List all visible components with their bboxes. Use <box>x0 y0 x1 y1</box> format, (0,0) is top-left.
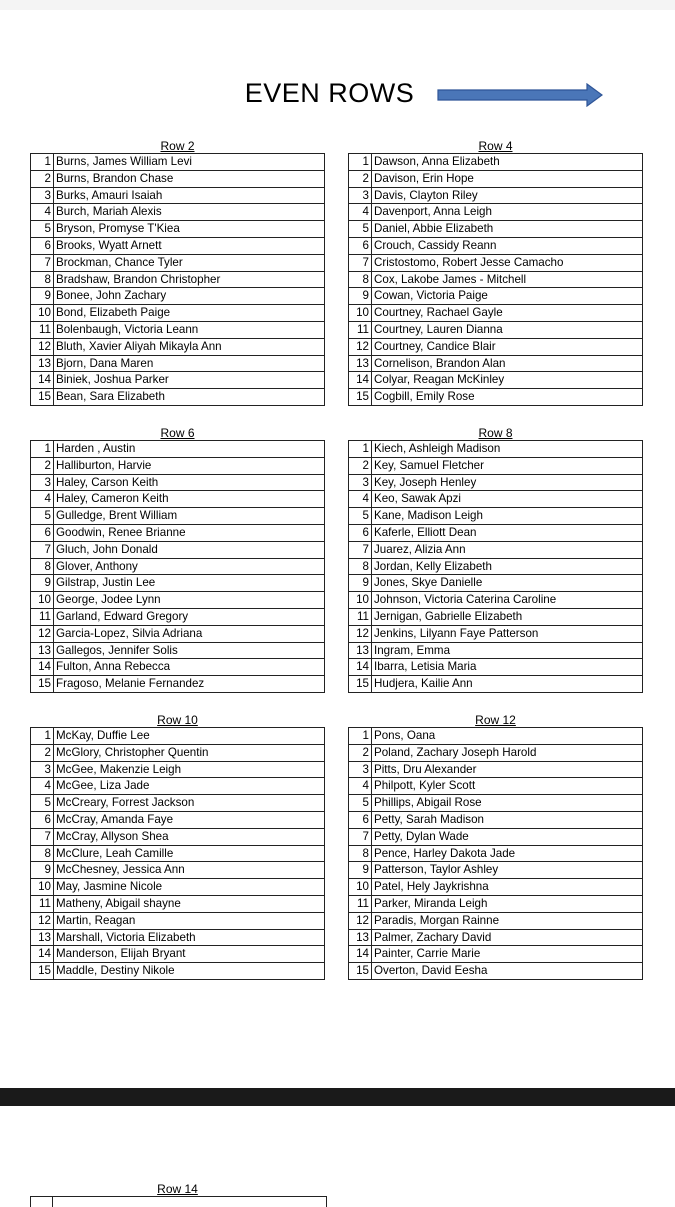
table-row <box>31 625 325 642</box>
seat-number: 14 <box>31 372 54 389</box>
seat-number: 14 <box>31 659 54 676</box>
seat-number: 2 <box>349 744 372 761</box>
column-divider <box>52 1197 53 1207</box>
table-row <box>31 592 325 609</box>
seat-number: 1 <box>31 441 54 458</box>
table-row <box>31 845 325 862</box>
right-arrow-icon <box>437 83 603 107</box>
seat-number: 13 <box>349 642 372 659</box>
table-row <box>31 305 325 322</box>
student-name: Davison, Erin Hope <box>372 170 643 187</box>
student-name: Manderson, Elijah Bryant <box>54 946 325 963</box>
student-name: Crouch, Cassidy Reann <box>372 237 643 254</box>
student-name: Cowan, Victoria Paige <box>372 288 643 305</box>
student-name: Gulledge, Brent William <box>54 508 325 525</box>
student-name: Burns, James William Levi <box>54 154 325 171</box>
student-name: Kane, Madison Leigh <box>372 508 643 525</box>
seat-number: 7 <box>349 541 372 558</box>
table-row <box>31 338 325 355</box>
seat-number: 7 <box>31 828 54 845</box>
seat-number: 10 <box>31 305 54 322</box>
table-row <box>31 254 325 271</box>
table-row <box>31 862 325 879</box>
table-row <box>31 761 325 778</box>
seat-number: 15 <box>31 963 54 980</box>
seat-number: 8 <box>349 271 372 288</box>
student-name: Patterson, Taylor Ashley <box>372 862 643 879</box>
block-label: Row 2 <box>160 139 195 153</box>
table-row <box>31 963 325 980</box>
student-name: Burch, Mariah Alexis <box>54 204 325 221</box>
table-row <box>349 659 643 676</box>
table-row <box>31 912 325 929</box>
seat-number: 2 <box>31 744 54 761</box>
student-name: Palmer, Zachary David <box>372 929 643 946</box>
row-12-block <box>348 713 643 980</box>
table-row <box>31 895 325 912</box>
row-2-block <box>30 139 325 406</box>
table-row <box>349 862 643 879</box>
table-row <box>31 929 325 946</box>
student-name: McClure, Leah Camille <box>54 845 325 862</box>
student-name: Poland, Zachary Joseph Harold <box>372 744 643 761</box>
table-row <box>31 676 325 693</box>
seat-number: 15 <box>349 389 372 406</box>
student-name: Patel, Hely Jaykrishna <box>372 879 643 896</box>
student-name: McKay, Duffie Lee <box>54 728 325 745</box>
table-row <box>349 592 643 609</box>
seat-number: 5 <box>31 508 54 525</box>
table-row <box>349 963 643 980</box>
seat-number: 2 <box>349 170 372 187</box>
table-row <box>349 372 643 389</box>
table-row <box>31 946 325 963</box>
seat-number: 12 <box>31 912 54 929</box>
student-name: Garcia-Lopez, Silvia Adriana <box>54 625 325 642</box>
table-row <box>31 558 325 575</box>
table-row <box>31 355 325 372</box>
table-row <box>349 441 643 458</box>
student-name: Courtney, Candice Blair <box>372 338 643 355</box>
table-row <box>31 728 325 745</box>
table-row <box>349 811 643 828</box>
table-row <box>31 659 325 676</box>
student-name: Hudjera, Kailie Ann <box>372 676 643 693</box>
name-table <box>30 153 325 406</box>
seat-number: 9 <box>349 862 372 879</box>
student-name: Martin, Reagan <box>54 912 325 929</box>
table-row <box>31 811 325 828</box>
student-name: Jenkins, Lilyann Faye Patterson <box>372 625 643 642</box>
table-row <box>31 642 325 659</box>
seat-number: 4 <box>349 491 372 508</box>
student-name: Keo, Sawak Apzi <box>372 491 643 508</box>
seat-number: 2 <box>31 170 54 187</box>
seat-number: 8 <box>349 558 372 575</box>
table-row <box>349 187 643 204</box>
name-table <box>348 153 643 406</box>
seat-number: 9 <box>349 288 372 305</box>
student-name: Brooks, Wyatt Arnett <box>54 237 325 254</box>
seat-number: 1 <box>349 728 372 745</box>
seat-number: 12 <box>349 338 372 355</box>
seat-number: 10 <box>349 879 372 896</box>
seat-number: 10 <box>31 879 54 896</box>
seat-number: 1 <box>349 154 372 171</box>
seat-number: 15 <box>349 963 372 980</box>
seat-number: 14 <box>349 946 372 963</box>
student-name: Kiech, Ashleigh Madison <box>372 441 643 458</box>
table-row <box>349 170 643 187</box>
table-row <box>31 221 325 238</box>
table-row <box>31 170 325 187</box>
seat-number: 3 <box>349 761 372 778</box>
student-name: Jernigan, Gabrielle Elizabeth <box>372 608 643 625</box>
table-row <box>349 508 643 525</box>
student-name: Painter, Carrie Marie <box>372 946 643 963</box>
block-label: Row 10 <box>157 713 198 727</box>
page-separator <box>0 1088 675 1106</box>
student-name: Johnson, Victoria Caterina Caroline <box>372 592 643 609</box>
student-name: Phillips, Abigail Rose <box>372 795 643 812</box>
table-row <box>31 524 325 541</box>
student-name: Davis, Clayton Riley <box>372 187 643 204</box>
table-row <box>349 389 643 406</box>
block-label: Row 12 <box>475 713 516 727</box>
block-label: Row 8 <box>478 426 513 440</box>
student-name: Goodwin, Renee Brianne <box>54 524 325 541</box>
block-label: Row 4 <box>478 139 513 153</box>
student-name: Glover, Anthony <box>54 558 325 575</box>
row-8-block <box>348 426 643 693</box>
table-row <box>31 441 325 458</box>
seat-number: 3 <box>349 474 372 491</box>
seat-number: 3 <box>31 761 54 778</box>
table-row <box>349 642 643 659</box>
table-row <box>349 355 643 372</box>
student-name: Colyar, Reagan McKinley <box>372 372 643 389</box>
seat-number: 12 <box>31 338 54 355</box>
student-name: Gallegos, Jennifer Solis <box>54 642 325 659</box>
student-name: Biniek, Joshua Parker <box>54 372 325 389</box>
table-row <box>349 558 643 575</box>
student-name: Overton, David Eesha <box>372 963 643 980</box>
seat-number: 5 <box>349 795 372 812</box>
student-name: Gluch, John Donald <box>54 541 325 558</box>
seat-number: 8 <box>349 845 372 862</box>
table-row <box>31 879 325 896</box>
seat-number: 7 <box>349 828 372 845</box>
block-label: Row 14 <box>157 1182 198 1196</box>
student-name: McGee, Makenzie Leigh <box>54 761 325 778</box>
seat-number: 11 <box>349 321 372 338</box>
student-name: McGlory, Christopher Quentin <box>54 744 325 761</box>
table-row <box>349 541 643 558</box>
table-row <box>349 575 643 592</box>
table-row <box>349 154 643 171</box>
table-row <box>349 608 643 625</box>
table-row <box>31 474 325 491</box>
seat-number: 15 <box>31 676 54 693</box>
student-name: Daniel, Abbie Elizabeth <box>372 221 643 238</box>
seat-number: 11 <box>349 895 372 912</box>
student-name: May, Jasmine Nicole <box>54 879 325 896</box>
seat-number: 7 <box>31 254 54 271</box>
student-name: McCray, Allyson Shea <box>54 828 325 845</box>
table-row <box>31 778 325 795</box>
student-name: Bluth, Xavier Aliyah Mikayla Ann <box>54 338 325 355</box>
table-row <box>31 457 325 474</box>
table-row <box>349 795 643 812</box>
table-row <box>31 608 325 625</box>
student-name: Haley, Carson Keith <box>54 474 325 491</box>
name-table <box>348 440 643 693</box>
student-name: Bryson, Promyse T'Kiea <box>54 221 325 238</box>
row-4-block <box>348 139 643 406</box>
seat-number: 9 <box>31 862 54 879</box>
seat-number: 13 <box>349 355 372 372</box>
seat-number: 15 <box>349 676 372 693</box>
student-name: McGee, Liza Jade <box>54 778 325 795</box>
seat-number: 9 <box>31 288 54 305</box>
seat-number: 4 <box>31 204 54 221</box>
table-row <box>31 575 325 592</box>
seat-number: 13 <box>31 929 54 946</box>
table-row <box>31 288 325 305</box>
seat-number: 13 <box>31 642 54 659</box>
student-name: George, Jodee Lynn <box>54 592 325 609</box>
seat-number: 12 <box>31 625 54 642</box>
table-row <box>349 338 643 355</box>
seat-number: 10 <box>349 592 372 609</box>
seat-number: 4 <box>31 778 54 795</box>
student-name: Haley, Cameron Keith <box>54 491 325 508</box>
student-name: Petty, Dylan Wade <box>372 828 643 845</box>
table-row <box>31 154 325 171</box>
table-row <box>349 728 643 745</box>
block-label: Row 6 <box>160 426 195 440</box>
student-name: McCray, Amanda Faye <box>54 811 325 828</box>
name-table <box>30 727 325 980</box>
seat-number: 1 <box>31 728 54 745</box>
table-row <box>31 271 325 288</box>
seat-number: 13 <box>31 355 54 372</box>
student-name: Halliburton, Harvie <box>54 457 325 474</box>
student-name: Bjorn, Dana Maren <box>54 355 325 372</box>
table-row <box>31 372 325 389</box>
seat-number: 13 <box>349 929 372 946</box>
table-row <box>349 946 643 963</box>
seat-number: 10 <box>349 305 372 322</box>
seat-number: 2 <box>31 457 54 474</box>
student-name: Bean, Sara Elizabeth <box>54 389 325 406</box>
table-row <box>349 237 643 254</box>
student-name: Pons, Oana <box>372 728 643 745</box>
student-name: Garland, Edward Gregory <box>54 608 325 625</box>
student-name: Key, Joseph Henley <box>372 474 643 491</box>
table-row <box>31 508 325 525</box>
seat-number: 6 <box>31 524 54 541</box>
table-row <box>349 288 643 305</box>
table-row <box>31 744 325 761</box>
student-name: Bond, Elizabeth Paige <box>54 305 325 322</box>
row-10-block <box>30 713 325 980</box>
student-name: Gilstrap, Justin Lee <box>54 575 325 592</box>
seat-number: 11 <box>31 608 54 625</box>
student-name: Fulton, Anna Rebecca <box>54 659 325 676</box>
seat-number: 4 <box>31 491 54 508</box>
student-name: Burks, Amauri Isaiah <box>54 187 325 204</box>
name-table <box>348 727 643 980</box>
table-row <box>349 204 643 221</box>
seat-number: 6 <box>349 237 372 254</box>
page-title: EVEN ROWS <box>244 78 415 108</box>
seat-number: 8 <box>31 845 54 862</box>
table-row <box>31 187 325 204</box>
table-top-edge <box>30 1196 327 1207</box>
seat-number: 6 <box>31 811 54 828</box>
student-name: Cogbill, Emily Rose <box>372 389 643 406</box>
seat-number: 5 <box>31 795 54 812</box>
student-name: Fragoso, Melanie Fernandez <box>54 676 325 693</box>
student-name: Burns, Brandon Chase <box>54 170 325 187</box>
seat-number: 5 <box>31 221 54 238</box>
student-name: Jones, Skye Danielle <box>372 575 643 592</box>
table-row <box>349 524 643 541</box>
student-name: Davenport, Anna Leigh <box>372 204 643 221</box>
table-row <box>31 389 325 406</box>
seat-number: 5 <box>349 221 372 238</box>
student-name: Juarez, Alizia Ann <box>372 541 643 558</box>
student-name: Ingram, Emma <box>372 642 643 659</box>
seat-number: 11 <box>31 895 54 912</box>
student-name: Cornelison, Brandon Alan <box>372 355 643 372</box>
table-row <box>349 929 643 946</box>
student-name: Pitts, Dru Alexander <box>372 761 643 778</box>
table-row <box>349 474 643 491</box>
table-row <box>349 254 643 271</box>
seat-number: 6 <box>31 237 54 254</box>
student-name: Parker, Miranda Leigh <box>372 895 643 912</box>
seat-number: 10 <box>31 592 54 609</box>
student-name: Petty, Sarah Madison <box>372 811 643 828</box>
seat-number: 9 <box>31 575 54 592</box>
seat-number: 11 <box>349 608 372 625</box>
seat-number: 14 <box>31 946 54 963</box>
table-row <box>31 795 325 812</box>
table-row <box>349 321 643 338</box>
table-row <box>31 237 325 254</box>
seat-number: 8 <box>31 558 54 575</box>
seat-number: 8 <box>31 271 54 288</box>
student-name: Paradis, Morgan Rainne <box>372 912 643 929</box>
table-row <box>349 457 643 474</box>
table-row <box>349 778 643 795</box>
student-name: Courtney, Rachael Gayle <box>372 305 643 322</box>
table-row <box>349 676 643 693</box>
student-name: Ibarra, Letisia Maria <box>372 659 643 676</box>
student-name: McChesney, Jessica Ann <box>54 862 325 879</box>
seat-number: 4 <box>349 778 372 795</box>
seat-number: 3 <box>31 187 54 204</box>
seat-number: 6 <box>349 811 372 828</box>
student-name: Key, Samuel Fletcher <box>372 457 643 474</box>
top-strip <box>0 0 675 10</box>
seat-number: 9 <box>349 575 372 592</box>
document-page-2 <box>0 1106 675 1200</box>
student-name: Brockman, Chance Tyler <box>54 254 325 271</box>
seat-number: 14 <box>349 372 372 389</box>
table-row <box>349 828 643 845</box>
student-name: Bradshaw, Brandon Christopher <box>54 271 325 288</box>
seat-number: 6 <box>349 524 372 541</box>
student-name: Cristostomo, Robert Jesse Camacho <box>372 254 643 271</box>
student-name: Cox, Lakobe James - Mitchell <box>372 271 643 288</box>
table-row <box>31 828 325 845</box>
seat-number: 7 <box>31 541 54 558</box>
student-name: Jordan, Kelly Elizabeth <box>372 558 643 575</box>
table-row <box>349 895 643 912</box>
table-row <box>349 845 643 862</box>
student-name: Matheny, Abigail shayne <box>54 895 325 912</box>
name-table <box>30 440 325 693</box>
table-row <box>31 204 325 221</box>
student-name: Harden , Austin <box>54 441 325 458</box>
student-name: Kaferle, Elliott Dean <box>372 524 643 541</box>
seat-number: 14 <box>349 659 372 676</box>
row-14-block <box>30 1182 325 1207</box>
table-row <box>349 271 643 288</box>
seat-number: 3 <box>349 187 372 204</box>
seat-number: 4 <box>349 204 372 221</box>
table-row <box>349 744 643 761</box>
student-name: Bonee, John Zachary <box>54 288 325 305</box>
student-name: Pence, Harley Dakota Jade <box>372 845 643 862</box>
seat-number: 5 <box>349 508 372 525</box>
student-name: Maddle, Destiny Nikole <box>54 963 325 980</box>
seat-number: 11 <box>31 321 54 338</box>
seat-number: 2 <box>349 457 372 474</box>
table-row <box>349 761 643 778</box>
seat-number: 3 <box>31 474 54 491</box>
seat-number: 1 <box>31 154 54 171</box>
table-row <box>349 912 643 929</box>
table-row <box>349 491 643 508</box>
table-row <box>31 541 325 558</box>
table-row <box>349 305 643 322</box>
student-name: Dawson, Anna Elizabeth <box>372 154 643 171</box>
seat-number: 12 <box>349 912 372 929</box>
table-row <box>349 625 643 642</box>
seat-number: 15 <box>31 389 54 406</box>
student-name: Philpott, Kyler Scott <box>372 778 643 795</box>
table-row <box>349 879 643 896</box>
table-row <box>31 491 325 508</box>
student-name: Marshall, Victoria Elizabeth <box>54 929 325 946</box>
table-row <box>349 221 643 238</box>
table-row <box>31 321 325 338</box>
seat-number: 7 <box>349 254 372 271</box>
student-name: McCreary, Forrest Jackson <box>54 795 325 812</box>
row-6-block <box>30 426 325 693</box>
seat-number: 12 <box>349 625 372 642</box>
student-name: Courtney, Lauren Dianna <box>372 321 643 338</box>
student-name: Bolenbaugh, Victoria Leann <box>54 321 325 338</box>
seat-number: 1 <box>349 441 372 458</box>
